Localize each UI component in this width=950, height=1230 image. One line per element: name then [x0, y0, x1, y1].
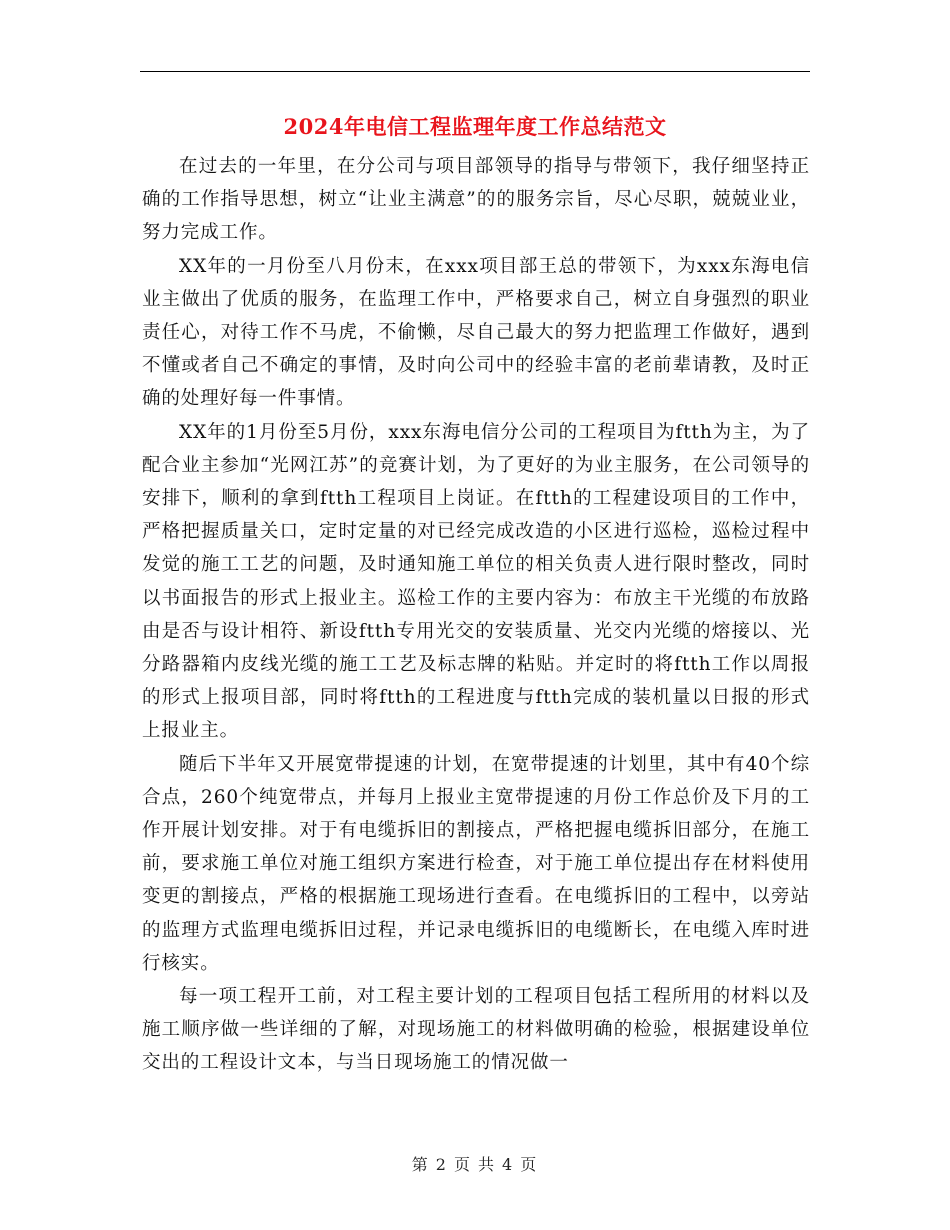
paragraph-4: 随后下半年又开展宽带提速的计划，在宽带提速的计划里，其中有40个综合点，260个纯宽带点，并每月上报业主宽带提速的月份工作总价及下月的工作开展计划安排。对于有电缆拆旧的割接点，严格把握电缆拆旧部分，在施工前，要求施工单位对施工组织方案进行检查，对于施工单位提出存在材料使用变更的割接点，严格的根据施工现场进行查看。在电缆拆旧的工程中，以旁站的监理方式监理电缆拆旧过程，并记录电缆拆旧的电缆断长，在电缆入库时进行核实。: [142, 753, 810, 974]
paragraph-3: XX年的1月份至5月份，xxx东海电信分公司的工程项目为ftth为主，为了配合业主参加“光网江苏”的竞赛计划，为了更好的为业主服务，在公司领导的安排下，顺利的拿到ftth工程项目上岗证。在ftth的工程建设项目的工作中，严格把握质量关口，定时定量的对已经完成改造的小区进行巡检，巡检过程中发觉的施工工艺的问题，及时通知施工单位的相关负责人进行限时整改，同时以书面报告的形式上报业主。巡检工作的主要内容为：布放主干光缆的布放路由是否与设计相符、新设ftth专用光交的安装质量、光交内光缆的熔接以、光分路器箱内皮线光缆的施工工艺及标志牌的粘贴。并定时的将ftth工作以周报的形式上报项目部，同时将ftth的工程进度与ftth完成的装机量以日报的形式上报业主。: [142, 421, 810, 742]
total-label: 共: [478, 1155, 497, 1174]
document-body: [142, 150, 810, 1080]
total-unit: 页: [520, 1155, 539, 1174]
header-rule: [140, 71, 810, 72]
total-pages-number: 4: [502, 1155, 515, 1174]
paragraph-2: XX年的一月份至八月份末，在xxx项目部王总的带领下，为xxx东海电信业主做出了优质的服务，在监理工作中，严格要求自己，树立自身强烈的职业责任心，对待工作不马虎，不偷懒，尽自己最大的努力把监理工作做好，遇到不懂或者自己不确定的事情，及时向公司中的经验丰富的老前辈请教，及时正确的处理好每一件事情。: [142, 255, 810, 410]
page-label: 第: [411, 1155, 430, 1174]
page-footer: [0, 1152, 950, 1175]
page-unit: 页: [453, 1155, 472, 1174]
document-title: 2024年电信工程监理年度工作总结范文: [283, 114, 667, 139]
paragraph-1: 在过去的一年里，在分公司与项目部领导的指导与带领下，我仔细坚持正确的工作指导思想，树立“让业主满意”的的服务宗旨，尽心尽职，兢兢业业，努力完成工作。: [142, 156, 810, 244]
paragraph-5: 每一项工程开工前，对工程主要计划的工程项目包括工程所用的材料以及施工顺序做一些详细的了解，对现场施工的材料做明确的检验，根据建设单位交出的工程设计文本，与当日现场施工的情况做一: [142, 986, 810, 1074]
current-page-number: 2: [435, 1155, 448, 1174]
